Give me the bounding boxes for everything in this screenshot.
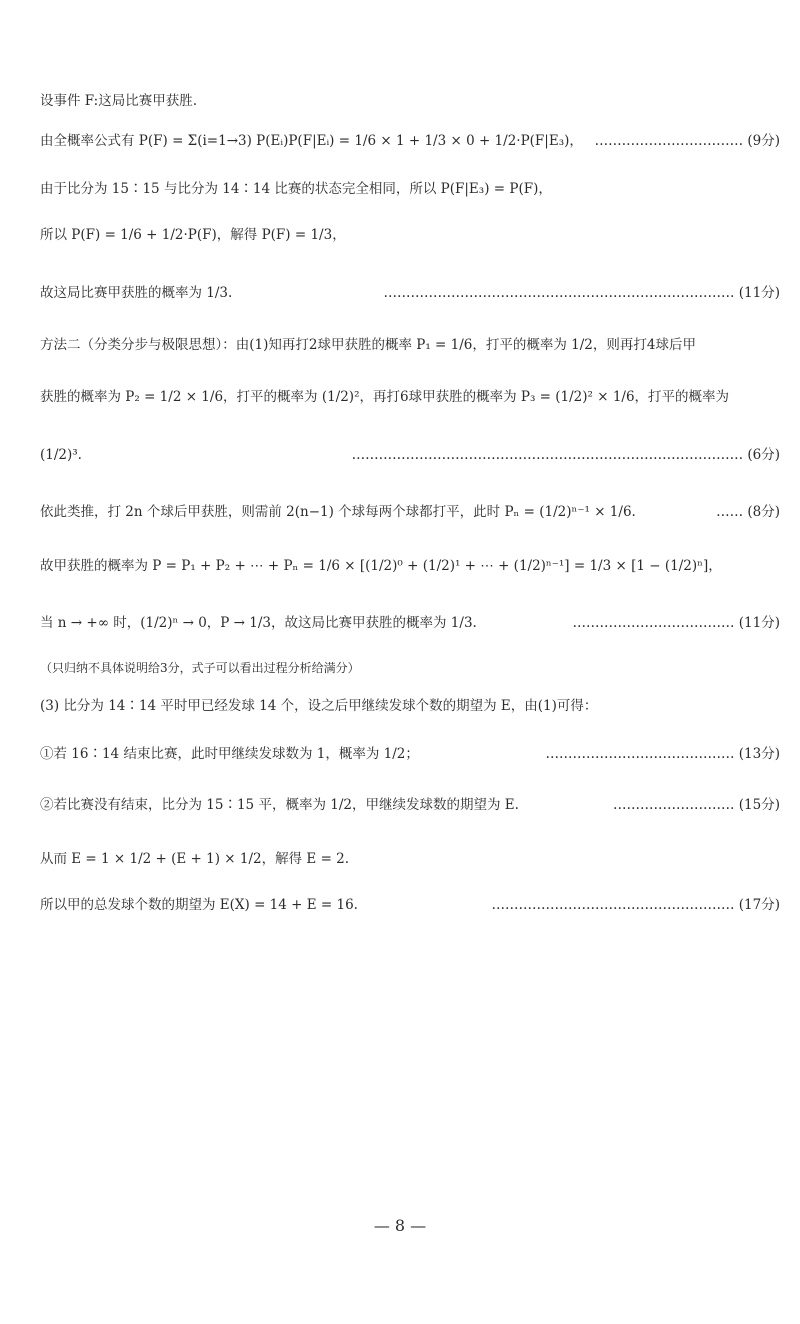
text-line — [40, 557, 780, 575]
line-text: 所以甲的总发球个数的期望为 E(X) = 14 + E = 16. — [40, 897, 358, 913]
line-text: ②若比赛没有结束，比分为 15∶15 平，概率为 1/2，甲继续发球数的期望为 E. — [40, 797, 519, 813]
score-mark: ……………………………………………… (17分) — [491, 897, 780, 913]
text-line — [40, 336, 780, 354]
line-text: 当 n → +∞ 时，(1/2)ⁿ → 0，P → 1/3，故这局比赛甲获胜的概率为 1/3. — [40, 615, 477, 631]
text-line — [40, 92, 780, 110]
line-text: 所以 P(F) = 1/6 + 1/2·P(F)，解得 P(F) = 1/3， — [40, 227, 346, 243]
text-line — [40, 180, 780, 198]
text-line — [40, 446, 780, 464]
text-line — [40, 132, 780, 150]
line-text: （只归纳不具体说明给3分，式子可以看出过程分析给满分） — [40, 661, 360, 675]
score-mark: …………………………… (9分) — [594, 133, 780, 149]
text-line — [40, 796, 780, 814]
text-line — [40, 614, 780, 632]
text-line — [40, 388, 780, 406]
text-line — [40, 697, 780, 715]
line-text: 方法二（分类分步与极限思想）：由(1)知再打2球甲获胜的概率 P₁ = 1/6，打平的概率为 1/2，则再打4球后甲 — [40, 337, 696, 353]
line-text: 从而 E = 1 × 1/2 + (E + 1) × 1/2，解得 E = 2. — [40, 851, 350, 867]
line-text: (3) 比分为 14∶14 平时甲已经发球 14 个，设之后甲继续发球个数的期望为 E，由(1)可得： — [40, 698, 598, 714]
line-text: ①若 16∶14 结束比赛，此时甲继续发球数为 1，概率为 1/2； — [40, 746, 419, 762]
text-line — [40, 226, 780, 244]
score-mark: …………………………………… (13分) — [545, 746, 780, 762]
text-line — [40, 503, 780, 521]
line-text: 依此类推，打 2n 个球后甲获胜，则需前 2(n−1) 个球每两个球都打平，此时 Pₙ = (1/2)ⁿ⁻¹ × 1/6. — [40, 504, 636, 520]
text-line — [40, 284, 780, 302]
score-mark: …………………………………………………………………… (11分) — [383, 285, 780, 301]
line-text: 故甲获胜的概率为 P = P₁ + P₂ + ⋯ + Pₙ = 1/6 × [(1/2)⁰ + (1/2)¹ + ⋯ + (1/2)ⁿ⁻¹] = 1/3 × [1 − (1/2)ⁿ]， — [40, 558, 722, 574]
line-text: 设事件 F:这局比赛甲获胜. — [40, 93, 198, 109]
score-mark: ……………………………… (11分) — [572, 615, 780, 631]
score-mark: …… (8分) — [716, 504, 780, 520]
text-line — [40, 850, 780, 868]
page-number: — 8 — — [373, 1216, 427, 1235]
score-mark: …………………………………………………………………………… (6分) — [351, 447, 780, 463]
line-text: 故这局比赛甲获胜的概率为 1/3. — [40, 285, 233, 301]
text-line — [40, 896, 780, 914]
text-line — [40, 745, 780, 763]
line-text: 由全概率公式有 P(F) = Σ(i=1→3) P(Eᵢ)P(F|Eᵢ) = 1/6 × 1 + 1/3 × 0 + 1/2·P(F|E₃)， — [40, 133, 583, 149]
text-line — [40, 659, 780, 677]
score-mark: ……………………… (15分) — [612, 797, 780, 813]
line-text: 由于比分为 15∶15 与比分为 14∶14 比赛的状态完全相同，所以 P(F|E₃) = P(F)， — [40, 181, 552, 197]
line-text: (1/2)³. — [40, 447, 82, 463]
line-text: 获胜的概率为 P₂ = 1/2 × 1/6，打平的概率为 (1/2)²，再打6球甲获胜的概率为 P₃ = (1/2)² × 1/6，打平的概率为 — [40, 389, 730, 405]
